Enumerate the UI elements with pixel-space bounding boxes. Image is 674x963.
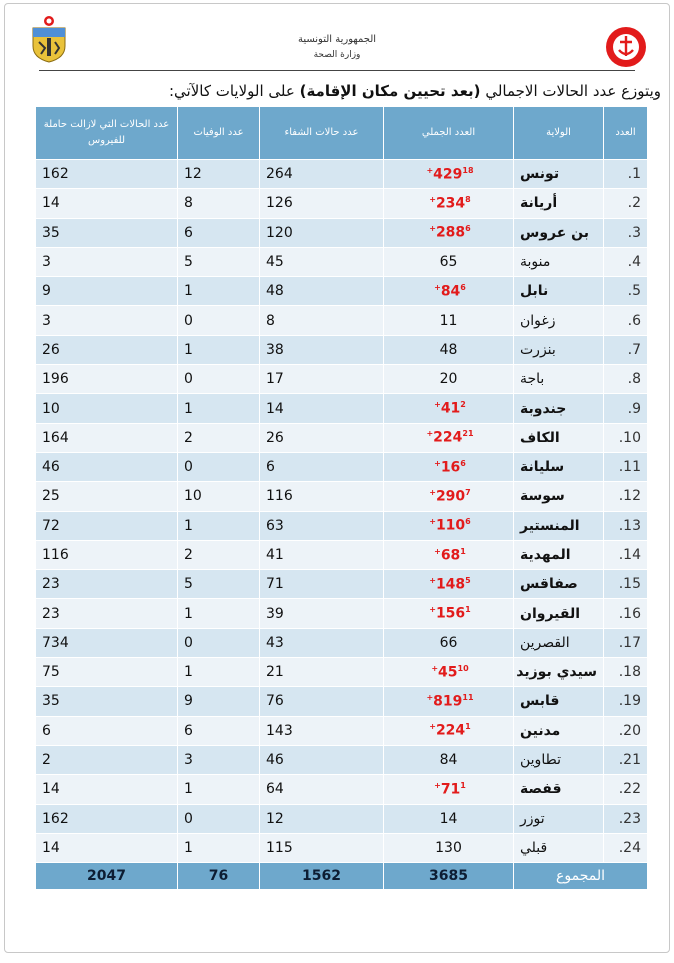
table-row bbox=[36, 570, 648, 599]
red-crescent-logo-icon bbox=[605, 26, 647, 68]
row-recovered: 115 bbox=[260, 833, 384, 862]
row-total bbox=[384, 189, 514, 218]
row-governorate: باجة bbox=[514, 365, 604, 394]
document-header bbox=[5, 4, 669, 64]
total-value: 45 bbox=[438, 664, 458, 681]
row-total bbox=[384, 658, 514, 687]
row-governorate: منوبة bbox=[514, 247, 604, 276]
row-recovered: 21 bbox=[260, 658, 384, 687]
row-governorate: تطاوين bbox=[514, 745, 604, 774]
header-governorate: الولاية bbox=[514, 107, 604, 160]
sum-total: 3685 bbox=[384, 863, 514, 890]
row-total bbox=[384, 599, 514, 628]
row-active: 35 bbox=[36, 218, 178, 247]
row-recovered: 46 bbox=[260, 745, 384, 774]
table-row bbox=[36, 804, 648, 833]
total-value: 130 bbox=[435, 839, 462, 856]
table-row bbox=[36, 658, 648, 687]
row-active: 23 bbox=[36, 599, 178, 628]
row-total bbox=[384, 394, 514, 423]
table-row bbox=[36, 687, 648, 716]
row-active: 116 bbox=[36, 540, 178, 569]
row-deaths: 0 bbox=[178, 306, 260, 335]
row-index: 12. bbox=[604, 482, 648, 511]
row-governorate: القيروان bbox=[514, 599, 604, 628]
new-cases-badge: 10+ bbox=[431, 663, 469, 673]
row-index: 10. bbox=[604, 423, 648, 452]
total-value: 224 bbox=[433, 430, 463, 447]
row-active: 14 bbox=[36, 833, 178, 862]
row-deaths: 1 bbox=[178, 394, 260, 423]
row-active: 35 bbox=[36, 687, 178, 716]
total-value: 41 bbox=[440, 400, 461, 417]
sum-active: 2047 bbox=[36, 863, 178, 890]
row-total bbox=[384, 570, 514, 599]
row-index: 24. bbox=[604, 833, 648, 862]
row-active: 162 bbox=[36, 160, 178, 189]
row-total bbox=[384, 628, 514, 657]
total-value: 224 bbox=[435, 723, 466, 740]
row-governorate: الكاف bbox=[514, 423, 604, 452]
sum-recovered: 1562 bbox=[260, 863, 384, 890]
row-total bbox=[384, 804, 514, 833]
row-governorate: المنستير bbox=[514, 511, 604, 540]
row-governorate: المهدية bbox=[514, 540, 604, 569]
table-row bbox=[36, 745, 648, 774]
government-title: الجمهورية التونسية bbox=[297, 34, 377, 45]
row-index: 23. bbox=[604, 804, 648, 833]
row-active: 10 bbox=[36, 394, 178, 423]
new-cases-badge: 21+ bbox=[426, 429, 474, 439]
row-index: 1. bbox=[604, 160, 648, 189]
header-active-line1: عدد الحالات التي لازالت حاملة bbox=[43, 119, 170, 130]
row-active: 75 bbox=[36, 658, 178, 687]
new-cases-badge: 1+ bbox=[434, 546, 466, 556]
table-header-row bbox=[36, 107, 648, 160]
row-index: 15. bbox=[604, 570, 648, 599]
table-row bbox=[36, 511, 648, 540]
row-governorate: أريانة bbox=[514, 189, 604, 218]
row-governorate: مدنين bbox=[514, 716, 604, 745]
new-cases-badge: 11+ bbox=[426, 693, 474, 703]
row-deaths: 6 bbox=[178, 218, 260, 247]
row-active: 196 bbox=[36, 365, 178, 394]
table-row bbox=[36, 365, 648, 394]
row-deaths: 1 bbox=[178, 775, 260, 804]
row-index: 19. bbox=[604, 687, 648, 716]
row-index: 20. bbox=[604, 716, 648, 745]
new-cases-badge: 18+ bbox=[426, 165, 474, 175]
row-recovered: 26 bbox=[260, 423, 384, 452]
new-cases-badge: 1+ bbox=[429, 722, 471, 732]
row-recovered: 116 bbox=[260, 482, 384, 511]
row-recovered: 17 bbox=[260, 365, 384, 394]
row-recovered: 63 bbox=[260, 511, 384, 540]
header-deaths: عدد الوفيات bbox=[178, 107, 260, 160]
row-deaths: 1 bbox=[178, 335, 260, 364]
total-value: 71 bbox=[440, 781, 461, 798]
row-index: 13. bbox=[604, 511, 648, 540]
header-total: العدد الجملي bbox=[384, 107, 514, 160]
table-row bbox=[36, 335, 648, 364]
table-row bbox=[36, 452, 648, 481]
row-governorate: تونس bbox=[514, 160, 604, 189]
total-value: 148 bbox=[435, 576, 466, 593]
row-index: 2. bbox=[604, 189, 648, 218]
row-recovered: 41 bbox=[260, 540, 384, 569]
row-total bbox=[384, 687, 514, 716]
table-row bbox=[36, 277, 648, 306]
row-governorate: بن عروس bbox=[514, 218, 604, 247]
row-total bbox=[384, 277, 514, 306]
row-total bbox=[384, 745, 514, 774]
row-total bbox=[384, 511, 514, 540]
total-value: 84 bbox=[439, 752, 458, 769]
row-total bbox=[384, 833, 514, 862]
table-row bbox=[36, 218, 648, 247]
row-index: 14. bbox=[604, 540, 648, 569]
sum-deaths: 76 bbox=[178, 863, 260, 890]
total-value: 110 bbox=[435, 518, 466, 535]
row-deaths: 0 bbox=[178, 452, 260, 481]
row-total bbox=[384, 482, 514, 511]
row-recovered: 64 bbox=[260, 775, 384, 804]
row-deaths: 6 bbox=[178, 716, 260, 745]
table-row bbox=[36, 628, 648, 657]
total-value: 14 bbox=[439, 810, 458, 827]
row-deaths: 0 bbox=[178, 628, 260, 657]
row-recovered: 143 bbox=[260, 716, 384, 745]
table-row bbox=[36, 482, 648, 511]
total-value: 20 bbox=[439, 371, 458, 388]
ministry-name: وزارة الصحة bbox=[313, 50, 361, 60]
total-value: 290 bbox=[435, 488, 466, 505]
row-total bbox=[384, 423, 514, 452]
table-row bbox=[36, 775, 648, 804]
row-active: 14 bbox=[36, 775, 178, 804]
row-active: 2 bbox=[36, 745, 178, 774]
intro-prefix: ويتوزع عدد الحالات الاجمالي bbox=[480, 82, 661, 100]
new-cases-badge: 8+ bbox=[429, 195, 471, 205]
row-governorate: صفاقس bbox=[514, 570, 604, 599]
row-active: 3 bbox=[36, 247, 178, 276]
new-cases-badge: 1+ bbox=[434, 781, 466, 791]
row-governorate: بنزرت bbox=[514, 335, 604, 364]
row-recovered: 14 bbox=[260, 394, 384, 423]
row-recovered: 39 bbox=[260, 599, 384, 628]
row-index: 21. bbox=[604, 745, 648, 774]
new-cases-badge: 6+ bbox=[429, 517, 471, 527]
header-index: العدد bbox=[604, 107, 648, 160]
table-row bbox=[36, 306, 648, 335]
row-recovered: 71 bbox=[260, 570, 384, 599]
row-total bbox=[384, 160, 514, 189]
row-index: 5. bbox=[604, 277, 648, 306]
row-active: 734 bbox=[36, 628, 178, 657]
row-active: 14 bbox=[36, 189, 178, 218]
row-governorate: القصرين bbox=[514, 628, 604, 657]
table-row bbox=[36, 716, 648, 745]
sum-label: المجموع bbox=[514, 863, 648, 890]
row-total bbox=[384, 540, 514, 569]
new-cases-badge: 5+ bbox=[429, 575, 471, 585]
row-total bbox=[384, 452, 514, 481]
row-recovered: 126 bbox=[260, 189, 384, 218]
new-cases-badge: 6+ bbox=[434, 458, 466, 468]
row-active: 23 bbox=[36, 570, 178, 599]
intro-sentence bbox=[13, 82, 661, 100]
intro-suffix: على الولايات كالآتي: bbox=[168, 82, 300, 100]
table-body bbox=[36, 160, 648, 890]
row-index: 11. bbox=[604, 452, 648, 481]
row-active: 26 bbox=[36, 335, 178, 364]
row-governorate: سليانة bbox=[514, 452, 604, 481]
row-deaths: 8 bbox=[178, 189, 260, 218]
row-index: 22. bbox=[604, 775, 648, 804]
cases-by-governorate-table bbox=[35, 107, 648, 890]
row-deaths: 5 bbox=[178, 570, 260, 599]
row-index: 9. bbox=[604, 394, 648, 423]
row-recovered: 48 bbox=[260, 277, 384, 306]
row-index: 4. bbox=[604, 247, 648, 276]
row-recovered: 76 bbox=[260, 687, 384, 716]
new-cases-badge: 6+ bbox=[429, 224, 471, 234]
sum-row bbox=[36, 863, 648, 890]
intro-bold: (بعد تحيين مكان الإقامة) bbox=[299, 82, 481, 100]
row-total bbox=[384, 218, 514, 247]
row-governorate: قبلي bbox=[514, 833, 604, 862]
header-active-line2: للفيروس bbox=[88, 135, 125, 146]
row-recovered: 45 bbox=[260, 247, 384, 276]
row-recovered: 12 bbox=[260, 804, 384, 833]
table-row bbox=[36, 833, 648, 862]
row-active: 46 bbox=[36, 452, 178, 481]
row-total bbox=[384, 306, 514, 335]
row-deaths: 5 bbox=[178, 247, 260, 276]
row-deaths: 1 bbox=[178, 658, 260, 687]
row-recovered: 6 bbox=[260, 452, 384, 481]
row-deaths: 1 bbox=[178, 599, 260, 628]
row-total bbox=[384, 335, 514, 364]
header-divider bbox=[39, 70, 635, 71]
total-value: 84 bbox=[440, 283, 461, 300]
row-active: 25 bbox=[36, 482, 178, 511]
row-total bbox=[384, 775, 514, 804]
row-governorate: قفصة bbox=[514, 775, 604, 804]
row-index: 3. bbox=[604, 218, 648, 247]
total-value: 65 bbox=[439, 254, 458, 271]
total-value: 819 bbox=[433, 693, 463, 710]
total-value: 288 bbox=[435, 225, 466, 242]
row-deaths: 1 bbox=[178, 277, 260, 306]
total-value: 66 bbox=[439, 634, 458, 651]
row-active: 3 bbox=[36, 306, 178, 335]
row-recovered: 120 bbox=[260, 218, 384, 247]
table-row bbox=[36, 160, 648, 189]
row-recovered: 38 bbox=[260, 335, 384, 364]
row-recovered: 264 bbox=[260, 160, 384, 189]
row-governorate: سوسة bbox=[514, 482, 604, 511]
row-deaths: 0 bbox=[178, 365, 260, 394]
row-index: 8. bbox=[604, 365, 648, 394]
row-recovered: 43 bbox=[260, 628, 384, 657]
header-recovered: عدد حالات الشفاء bbox=[260, 107, 384, 160]
row-active: 6 bbox=[36, 716, 178, 745]
row-deaths: 0 bbox=[178, 804, 260, 833]
row-governorate: نابل bbox=[514, 277, 604, 306]
row-index: 6. bbox=[604, 306, 648, 335]
row-governorate: جندوبة bbox=[514, 394, 604, 423]
new-cases-badge: 6+ bbox=[434, 283, 466, 292]
row-total bbox=[384, 247, 514, 276]
row-active: 164 bbox=[36, 423, 178, 452]
row-deaths: 3 bbox=[178, 745, 260, 774]
new-cases-badge: 7+ bbox=[429, 488, 471, 498]
row-governorate: توزر bbox=[514, 804, 604, 833]
table-row bbox=[36, 540, 648, 569]
row-index: 16. bbox=[604, 599, 648, 628]
table-row bbox=[36, 247, 648, 276]
row-deaths: 2 bbox=[178, 423, 260, 452]
total-value: 68 bbox=[440, 547, 461, 564]
row-deaths: 1 bbox=[178, 511, 260, 540]
row-active: 162 bbox=[36, 804, 178, 833]
new-cases-badge: 2+ bbox=[434, 400, 466, 410]
total-value: 16 bbox=[440, 459, 461, 476]
row-governorate: قابس bbox=[514, 687, 604, 716]
row-index: 18. bbox=[604, 658, 648, 687]
row-index: 7. bbox=[604, 335, 648, 364]
total-value: 11 bbox=[439, 312, 458, 329]
row-total bbox=[384, 716, 514, 745]
total-value: 429 bbox=[433, 166, 463, 183]
row-deaths: 1 bbox=[178, 833, 260, 862]
header-active bbox=[36, 107, 178, 160]
total-value: 48 bbox=[439, 341, 458, 358]
row-governorate: سيدي بوزيد bbox=[514, 658, 604, 687]
row-active: 9 bbox=[36, 277, 178, 306]
row-deaths: 9 bbox=[178, 687, 260, 716]
new-cases-badge: 1+ bbox=[429, 605, 471, 615]
row-governorate: زغوان bbox=[514, 306, 604, 335]
row-deaths: 2 bbox=[178, 540, 260, 569]
row-recovered: 8 bbox=[260, 306, 384, 335]
table-row bbox=[36, 394, 648, 423]
document-page bbox=[4, 3, 670, 953]
total-value: 234 bbox=[435, 195, 466, 212]
table-row bbox=[36, 189, 648, 218]
table-row bbox=[36, 423, 648, 452]
row-index: 17. bbox=[604, 628, 648, 657]
row-deaths: 10 bbox=[178, 482, 260, 511]
row-deaths: 12 bbox=[178, 160, 260, 189]
table-row bbox=[36, 599, 648, 628]
row-active: 72 bbox=[36, 511, 178, 540]
total-value: 156 bbox=[435, 605, 466, 622]
row-total bbox=[384, 365, 514, 394]
